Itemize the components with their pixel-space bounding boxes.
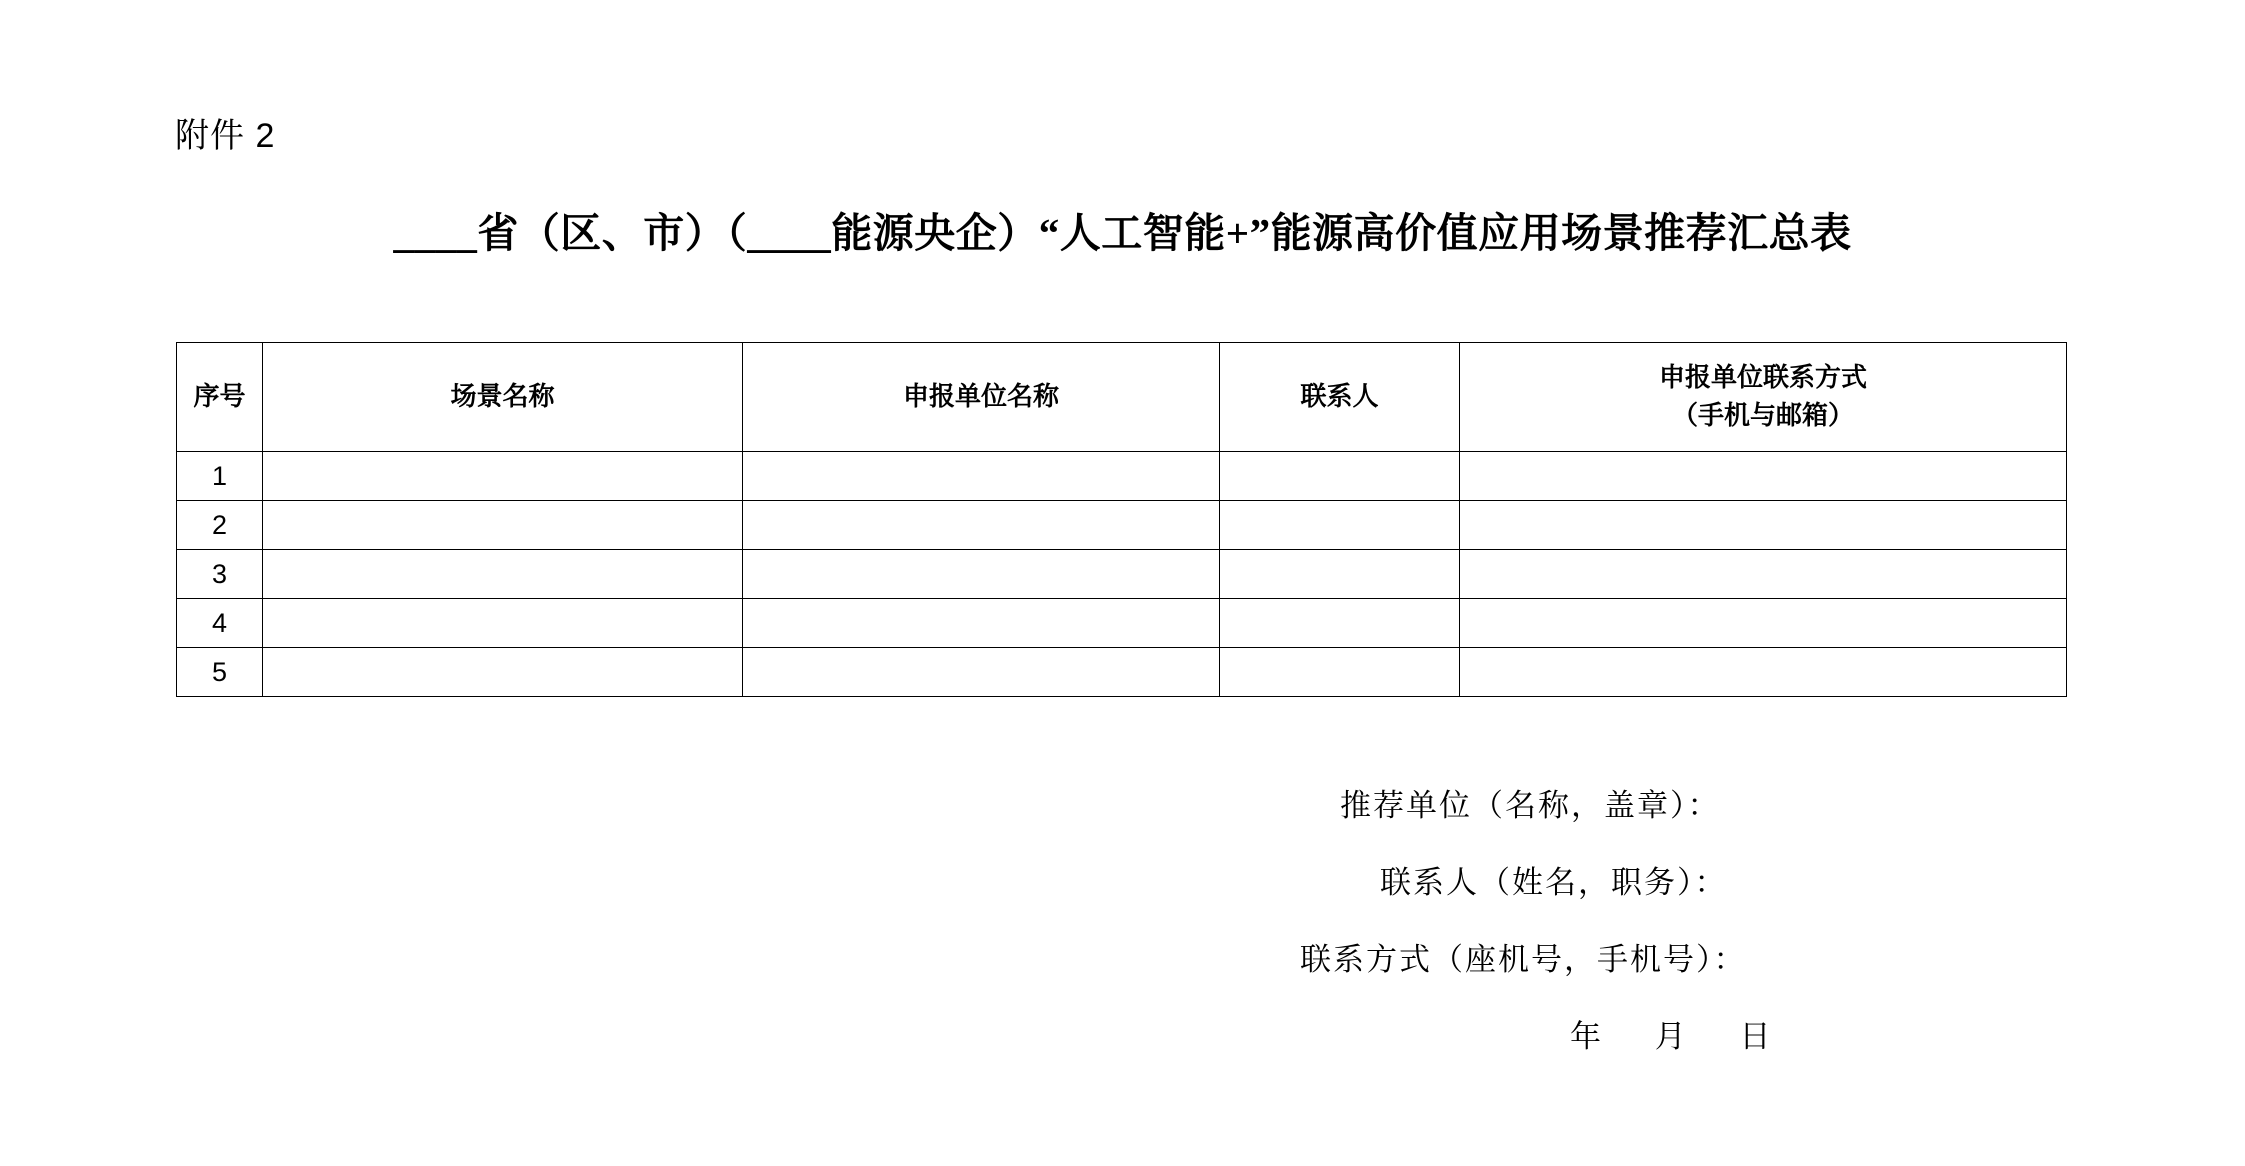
signature-date-line xyxy=(1050,1011,1810,1056)
cell-contact-person[interactable] xyxy=(1220,501,1460,550)
table-body xyxy=(177,452,2067,697)
cell-contact-method[interactable] xyxy=(1460,452,2067,501)
date-year-label: 年 xyxy=(1570,1019,1603,1054)
column-header-no: 序号 xyxy=(177,343,263,452)
cell-applicant-unit[interactable] xyxy=(743,501,1220,550)
table-header-row xyxy=(177,343,2067,452)
cell-contact-person[interactable] xyxy=(1220,550,1460,599)
cell-contact-method[interactable] xyxy=(1460,648,2067,697)
cell-scene-name[interactable] xyxy=(263,501,743,550)
cell-scene-name[interactable] xyxy=(263,550,743,599)
cell-applicant-unit[interactable] xyxy=(743,599,1220,648)
cell-no: 5 xyxy=(177,648,263,697)
signature-block xyxy=(1050,780,1810,1056)
cell-scene-name[interactable] xyxy=(263,452,743,501)
column-header-contact-person: 联系人 xyxy=(1220,343,1460,452)
cell-scene-name[interactable] xyxy=(263,648,743,697)
cell-no: 1 xyxy=(177,452,263,501)
column-header-applicant-unit: 申报单位名称 xyxy=(743,343,1220,452)
cell-scene-name[interactable] xyxy=(263,599,743,648)
cell-no: 4 xyxy=(177,599,263,648)
cell-contact-method[interactable] xyxy=(1460,599,2067,648)
cell-contact-method[interactable] xyxy=(1460,501,2067,550)
table-row xyxy=(177,501,2067,550)
table-row xyxy=(177,599,2067,648)
table-row xyxy=(177,452,2067,501)
cell-contact-person[interactable] xyxy=(1220,648,1460,697)
column-header-contact-method-line2: （手机与邮箱） xyxy=(1671,401,1854,430)
cell-contact-person[interactable] xyxy=(1220,452,1460,501)
attachment-label: 附件 2 xyxy=(175,117,276,155)
table-row xyxy=(177,550,2067,599)
signature-recommend-unit: 推荐单位（名称，盖章）： xyxy=(1340,788,1721,823)
cell-no: 3 xyxy=(177,550,263,599)
cell-no: 2 xyxy=(177,501,263,550)
cell-contact-person[interactable] xyxy=(1220,599,1460,648)
cell-applicant-unit[interactable] xyxy=(743,452,1220,501)
column-header-contact-method-line1: 申报单位联系方式 xyxy=(1658,363,1867,393)
cell-applicant-unit[interactable] xyxy=(743,550,1220,599)
cell-applicant-unit[interactable] xyxy=(743,648,1220,697)
table-row xyxy=(177,648,2067,697)
signature-contact-person: 联系人（姓名，职务）： xyxy=(1380,865,1728,900)
cell-contact-method[interactable] xyxy=(1460,550,2067,599)
date-day-label: 日 xyxy=(1739,1019,1773,1054)
column-header-scene-name: 场景名称 xyxy=(263,343,743,452)
page-title: ____省（区、市）（____能源央企）“人工智能+”能源高价值应用场景推荐汇总表 xyxy=(393,210,1852,256)
date-month-label: 月 xyxy=(1654,1019,1688,1054)
table-header xyxy=(177,343,2067,452)
signature-contact-method: 联系方式（座机号，手机号）： xyxy=(1300,942,1747,977)
column-header-contact-method xyxy=(1460,343,2067,452)
scene-recommendation-table xyxy=(176,342,2067,697)
